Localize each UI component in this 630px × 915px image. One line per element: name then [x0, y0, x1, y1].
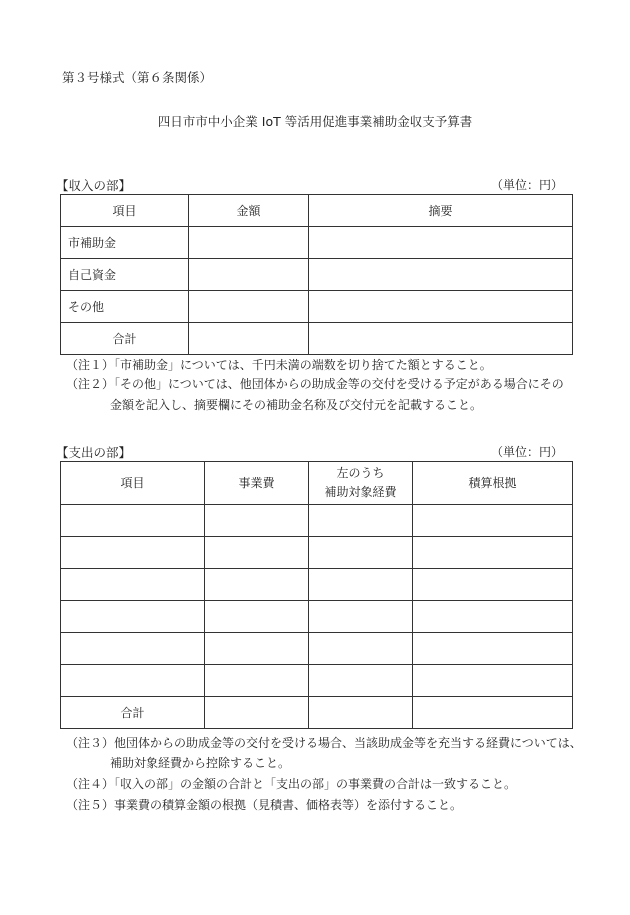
expense-header-eligible-line2: 補助対象経費: [324, 485, 397, 499]
expense-item-cell[interactable]: [61, 537, 205, 569]
note-mark: （注３）: [66, 736, 115, 750]
expense-basis-cell[interactable]: [413, 633, 573, 665]
income-summary-cell[interactable]: [309, 227, 573, 259]
table-row: [61, 569, 573, 601]
expense-cost-cell[interactable]: [205, 537, 309, 569]
expense-total-label: 合計: [61, 697, 205, 729]
expense-eligible-cell[interactable]: [309, 633, 413, 665]
income-row-label: 市補助金: [61, 227, 189, 259]
note-text: 「収入の部」の金額の合計と「支出の部」の事業費の合計は一致すること。: [114, 777, 517, 791]
income-row-label: 自己資金: [61, 259, 189, 291]
note-text: 「その他」については、他団体からの助成金等の交付を受ける予定がある場合にその: [114, 377, 564, 391]
expense-total-eligible-cell[interactable]: [309, 697, 413, 729]
table-row: [61, 505, 573, 537]
note-mark: （注１）: [66, 358, 115, 372]
table-row: [61, 227, 573, 259]
income-total-summary-cell[interactable]: [309, 323, 573, 355]
income-total-amount-cell[interactable]: [189, 323, 309, 355]
note-3: [66, 734, 582, 753]
expense-section-label: 【支出の部】: [56, 445, 132, 460]
expense-table: [60, 461, 573, 729]
expense-basis-cell[interactable]: [413, 505, 573, 537]
table-row: [61, 665, 573, 697]
expense-header-eligible: [309, 462, 413, 505]
expense-eligible-cell[interactable]: [309, 569, 413, 601]
income-amount-cell[interactable]: [189, 291, 309, 323]
expense-eligible-cell[interactable]: [309, 601, 413, 633]
note-text: 他団体からの助成金等の交付を受ける場合、当該助成金等を充当する経費については、: [114, 736, 582, 750]
income-row-label: その他: [61, 291, 189, 323]
income-summary-cell[interactable]: [309, 259, 573, 291]
expense-cost-cell[interactable]: [205, 665, 309, 697]
expense-total-cost-cell[interactable]: [205, 697, 309, 729]
expense-eligible-cell[interactable]: [309, 537, 413, 569]
table-row: [61, 601, 573, 633]
note-3-continued: 補助対象経費から控除すること。: [110, 756, 291, 770]
expense-header-row: [61, 462, 573, 505]
note-mark: （注２）: [66, 377, 115, 391]
expense-eligible-cell[interactable]: [309, 505, 413, 537]
note-1: [66, 356, 492, 375]
expense-cost-cell[interactable]: [205, 633, 309, 665]
expense-header-cost: 事業費: [205, 462, 309, 505]
expense-basis-cell[interactable]: [413, 665, 573, 697]
expense-cost-cell[interactable]: [205, 601, 309, 633]
expense-total-basis-cell[interactable]: [413, 697, 573, 729]
note-mark: （注５）: [66, 798, 115, 812]
income-total-row: [61, 323, 573, 355]
expense-unit-label: （単位：円）: [491, 445, 564, 459]
expense-header-item: 項目: [61, 462, 205, 505]
table-row: [61, 291, 573, 323]
expense-cost-cell[interactable]: [205, 569, 309, 601]
income-table: [60, 194, 573, 355]
expense-cost-cell[interactable]: [205, 505, 309, 537]
note-mark: （注４）: [66, 777, 115, 791]
income-amount-cell[interactable]: [189, 259, 309, 291]
form-number: 第３号様式（第６条関係）: [62, 70, 213, 85]
expense-header-basis: 積算根拠: [413, 462, 573, 505]
note-text: 事業費の積算金額の根拠（見積書、価格表等）を添付すること。: [114, 798, 463, 812]
note-5: [66, 796, 462, 815]
note-4: [66, 775, 516, 794]
expense-item-cell[interactable]: [61, 569, 205, 601]
income-header-row: [61, 195, 573, 227]
income-section-label: 【収入の部】: [56, 178, 132, 193]
income-header-item: 項目: [61, 195, 189, 227]
income-unit-label: （単位：円）: [491, 178, 564, 192]
expense-basis-cell[interactable]: [413, 537, 573, 569]
expense-header-eligible-line1: 左のうち: [336, 466, 385, 480]
income-amount-cell[interactable]: [189, 227, 309, 259]
note-text: 「市補助金」については、千円未満の端数を切り捨てた額とすること。: [114, 358, 492, 372]
note-2: [66, 375, 564, 394]
table-row: [61, 633, 573, 665]
expense-item-cell[interactable]: [61, 601, 205, 633]
income-header-amount: 金額: [189, 195, 309, 227]
expense-item-cell[interactable]: [61, 633, 205, 665]
page-title: 四日市市中小企業 IoT 等活用促進事業補助金収支予算書: [157, 114, 473, 129]
income-summary-cell[interactable]: [309, 291, 573, 323]
table-row: [61, 537, 573, 569]
income-header-summary: 摘要: [309, 195, 573, 227]
table-row: [61, 259, 573, 291]
expense-eligible-cell[interactable]: [309, 665, 413, 697]
expense-item-cell[interactable]: [61, 665, 205, 697]
expense-item-cell[interactable]: [61, 505, 205, 537]
note-2-continued: 金額を記入し、摘要欄にその補助金名称及び交付元を記載すること。: [110, 398, 483, 412]
income-total-label: 合計: [61, 323, 189, 355]
expense-total-row: [61, 697, 573, 729]
expense-basis-cell[interactable]: [413, 601, 573, 633]
expense-basis-cell[interactable]: [413, 569, 573, 601]
